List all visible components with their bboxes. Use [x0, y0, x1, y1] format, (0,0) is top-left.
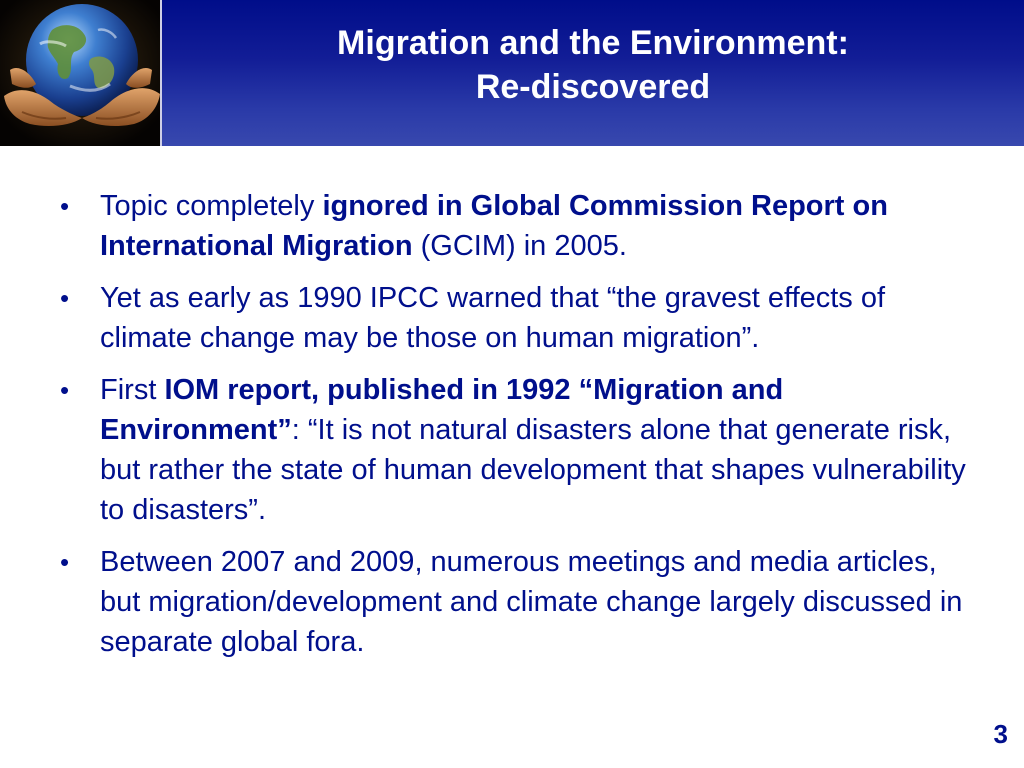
slide-title [162, 0, 1024, 146]
slide-title-line1: Migration and the Environment: [337, 24, 849, 62]
bullet-dot-icon: • [60, 547, 70, 577]
bullet-item [56, 186, 976, 266]
bullet-dot-icon: • [60, 283, 70, 313]
slide-title-line2: Re-discovered [475, 68, 711, 106]
slide-header [0, 0, 1024, 146]
bullet-text: Yet as early as 1990 IPCC warned that “the gravest effects of climate change may be those on human migration”. [100, 282, 886, 354]
bullet-text: : “It is not natural disasters alone that generate risk, but rather the state of human development that shapes vulnerability to disasters”. [100, 414, 966, 526]
bullet-dot-icon: • [60, 375, 70, 405]
globe-in-hands-icon [0, 0, 162, 146]
bullet-text: Topic completely [100, 190, 323, 222]
bullet-text: First [100, 374, 165, 406]
bullet-dot-icon: • [60, 191, 70, 221]
bullet-item [56, 370, 976, 530]
bullet-item [56, 542, 976, 662]
bullet-emphasis: IOM report, published in 1992 “Migration and Environment” [100, 374, 784, 446]
bullet-text: (GCIM) in 2005. [412, 230, 627, 262]
globe-image [0, 0, 162, 146]
bullet-emphasis: ignored in Global Commission Report on International Migration [100, 190, 888, 262]
bullet-item [56, 278, 976, 358]
bullet-text: Between 2007 and 2009, numerous meetings and media articles, but migration/development and climate change largely discussed in separate global fora. [100, 546, 963, 658]
slide-number: 3 [993, 719, 1008, 749]
bullet-list [56, 186, 976, 674]
